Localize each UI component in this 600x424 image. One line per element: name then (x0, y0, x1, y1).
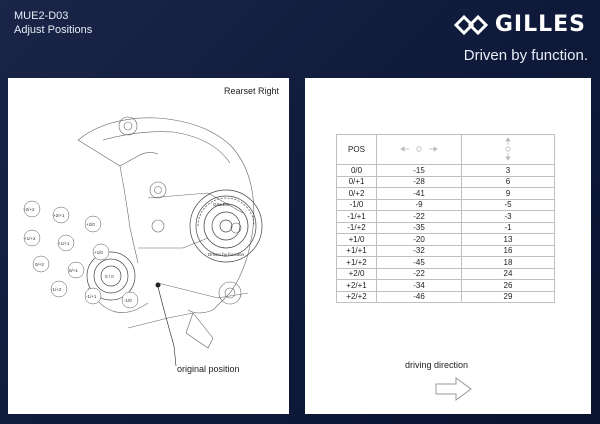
driving-direction-label: driving direction (405, 360, 469, 370)
vertical-value-cell: -1 (462, 222, 555, 234)
pos-cell: +1/+1 (337, 245, 377, 257)
pos-cell: +2/+2 (337, 291, 377, 303)
pos-cell: +2/0 (337, 268, 377, 280)
pos-cell: -1/0 (337, 199, 377, 211)
table-row (337, 199, 555, 211)
table-row (337, 291, 555, 303)
table-row (337, 176, 555, 188)
horizontal-value-cell: -22 (377, 211, 462, 223)
marker-label: +1/0 (94, 250, 103, 255)
vertical-value-cell: 16 (462, 245, 555, 257)
drawing-brand-subtext: Driven by function (208, 252, 245, 257)
horizontal-value-cell: -20 (377, 234, 462, 246)
pos-cell: -1/+1 (337, 211, 377, 223)
pos-cell: +1/0 (337, 234, 377, 246)
gilles-emblem-icon (453, 13, 489, 37)
horizontal-value-cell: -34 (377, 280, 462, 292)
pos-cell: 0/+2 (337, 188, 377, 200)
marker-label: +1/+2 (24, 236, 36, 241)
marker-label: -1/+2 (51, 287, 62, 292)
vertical-value-cell: 6 (462, 176, 555, 188)
pos-cell: -1/+2 (337, 222, 377, 234)
vertical-value-cell: 18 (462, 257, 555, 269)
horizontal-value-cell: -41 (377, 188, 462, 200)
table-row (337, 234, 555, 246)
horizontal-adjust-icon (399, 144, 439, 154)
drawing-brand-text: GILLES (213, 202, 229, 207)
horizontal-value-cell: -32 (377, 245, 462, 257)
brand-tagline: Driven by function. (463, 47, 588, 64)
table-row (337, 188, 555, 200)
table-row (337, 222, 555, 234)
table-row (337, 280, 555, 292)
vertical-value-cell: 26 (462, 280, 555, 292)
vertical-value-cell: 29 (462, 291, 555, 303)
marker-label: +2/+1 (53, 213, 65, 218)
hub-label: 0 / 0 (105, 274, 114, 279)
vertical-value-cell: 24 (462, 268, 555, 280)
document-title: Adjust Positions (14, 24, 93, 36)
driving-direction-arrow-icon (434, 375, 474, 403)
drawing-panel (8, 78, 289, 414)
horizontal-value-cell: -35 (377, 222, 462, 234)
table-row (337, 211, 555, 223)
marker-label: +2/0 (86, 222, 95, 227)
marker-label: +2/+2 (23, 207, 35, 212)
marker-label: -1/0 (124, 298, 132, 303)
table-row (337, 268, 555, 280)
position-table (336, 134, 555, 303)
horizontal-value-cell: -15 (377, 165, 462, 177)
vertical-value-cell: 9 (462, 188, 555, 200)
vertical-value-cell: 3 (462, 165, 555, 177)
original-position-label: original position (177, 364, 240, 374)
pos-cell: +2/+1 (337, 280, 377, 292)
table-header-horizontal (377, 135, 462, 165)
table-header-row (337, 135, 555, 165)
table-row (337, 165, 555, 177)
document-code: MUE2-D03 (14, 10, 69, 22)
brand-logo (453, 12, 586, 37)
horizontal-value-cell: -28 (377, 176, 462, 188)
table-row (337, 245, 555, 257)
horizontal-value-cell: -22 (377, 268, 462, 280)
table-row (337, 257, 555, 269)
pos-cell: 0/+1 (337, 176, 377, 188)
vertical-value-cell: -5 (462, 199, 555, 211)
table-panel (305, 78, 591, 414)
brand-name: GILLES (494, 12, 586, 37)
vertical-value-cell: -3 (462, 211, 555, 223)
table-header-pos: POS (337, 135, 377, 165)
vertical-value-cell: 13 (462, 234, 555, 246)
marker-label: 0/+1 (69, 268, 78, 273)
marker-label: +1/+1 (58, 241, 70, 246)
pos-cell: +1/+2 (337, 257, 377, 269)
panel-title: Rearset Right (223, 86, 279, 96)
marker-label: -1/+1 (86, 294, 97, 299)
rearset-drawing (8, 78, 289, 414)
document-header (14, 9, 92, 37)
horizontal-value-cell: -45 (377, 257, 462, 269)
horizontal-value-cell: -46 (377, 291, 462, 303)
pos-cell: 0/0 (337, 165, 377, 177)
vertical-adjust-icon (502, 136, 514, 162)
table-header-vertical (462, 135, 555, 165)
horizontal-value-cell: -9 (377, 199, 462, 211)
marker-label: 0/+2 (35, 262, 44, 267)
